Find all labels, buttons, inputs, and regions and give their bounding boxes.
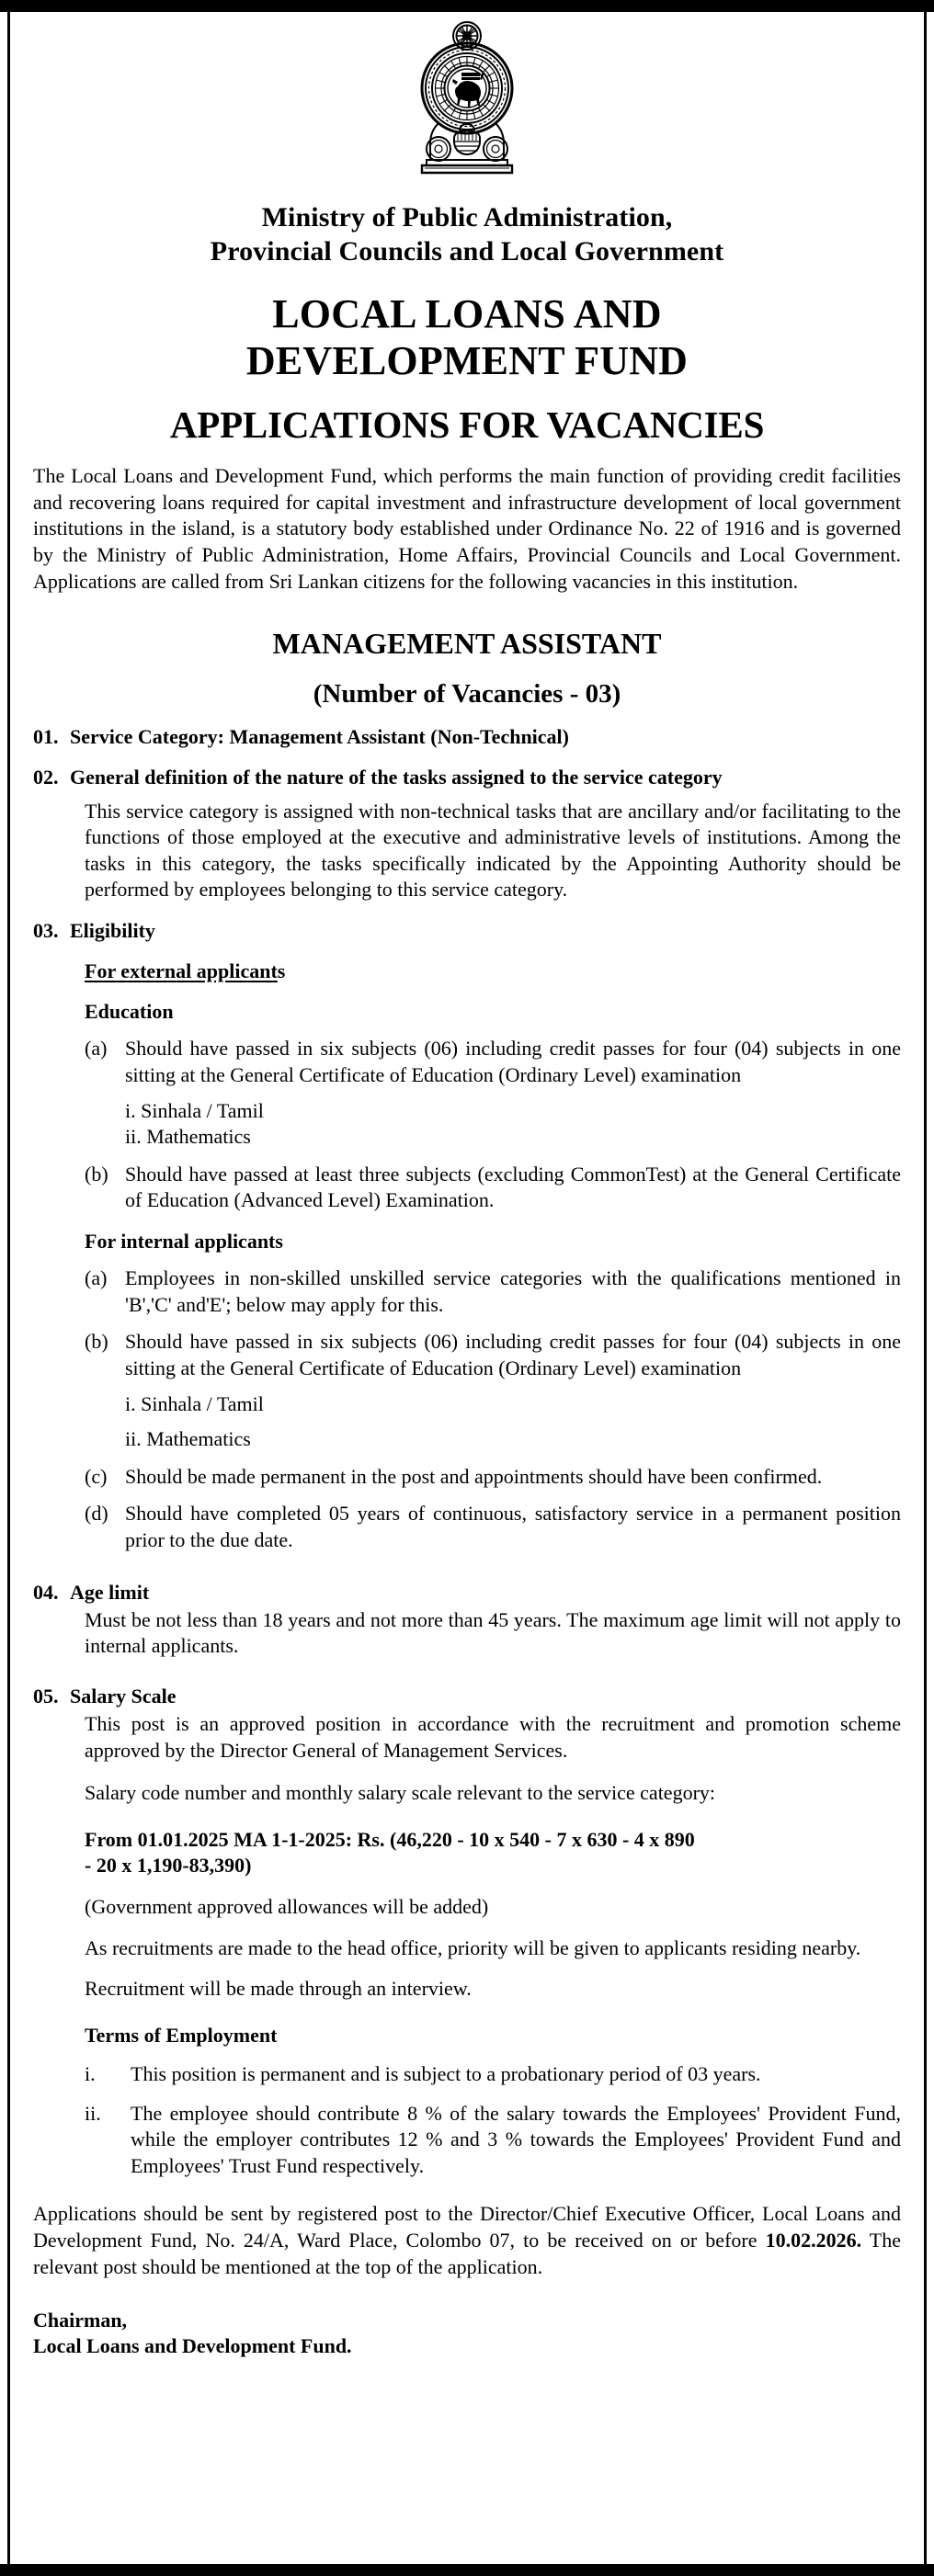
external-item-a	[85, 1036, 901, 1088]
internal-item-d	[85, 1501, 901, 1553]
salary-scale-value-line-2: - 20 x 1,190-83,390)	[85, 1854, 252, 1878]
application-deadline: 10.02.2026.	[765, 2228, 862, 2252]
signoff-block	[33, 2308, 901, 2359]
section-02-general-definition	[33, 765, 901, 790]
section-04-body: Must be not less than 18 years and not more than 45 years. The maximum age limit will not apply to internal applicants.	[85, 1607, 901, 1658]
terms-of-employment-heading: Terms of Employment	[85, 2023, 278, 2047]
page-border-top	[0, 0, 934, 12]
section-03-number: 03.	[33, 919, 59, 942]
external-item-a-text: Should have passed in six subjects (06) including credit passes for four (04) subjects in one sitting at the General Certificate of Education (Ordinary Level) examination	[125, 1037, 901, 1087]
internal-item-b-text: Should have passed in six subjects (06) including credit passes for four (04) subjects in one sitting at the General Certificate of Education (Ordinary Level) examination	[125, 1330, 901, 1379]
section-03-eligibility	[33, 918, 901, 944]
internal-item-a-text: Employees in non-skilled unskilled service categories with the qualifications mentioned in 'B','C' and'E'; below may apply for this.	[125, 1266, 901, 1316]
page-border-bottom	[0, 2564, 934, 2576]
closing-part-2: The relevant post should be mentioned at the top of the application.	[33, 2228, 901, 2278]
section-04-title: Age limit	[70, 1580, 150, 1604]
internal-item-b-sub-ii: ii. Mathematics	[125, 1427, 251, 1451]
signoff-title: Chairman,	[33, 2309, 128, 2332]
internal-item-d-text: Should have completed 05 years of continuous, satisfactory service in a permanent position prior to the due date.	[125, 1502, 901, 1551]
section-05-number: 05.	[33, 1684, 59, 1708]
section-04-number: 04.	[33, 1580, 59, 1604]
internal-item-a-label: (a)	[85, 1266, 108, 1290]
internal-item-b-label: (b)	[85, 1330, 108, 1354]
section-01-number: 01.	[33, 725, 59, 749]
salary-scale-value	[85, 1827, 901, 1879]
intro-paragraph: The Local Loans and Development Fund, which performs the main function of providing credit facilities and recovering loans required for capital investment and infrastructure development of local government institutions in the island, is a statutory body established under Ordinance No. 22 of 1916 and is governed by the Ministry of Public Administration, Home Affairs, Provincial Councils and Local Government. Applications are called from Sri Lankan citizens for the following vacancies in this institution.	[33, 464, 901, 593]
internal-item-b	[85, 1329, 901, 1381]
applications-title: APPLICATIONS FOR VACANCIES	[169, 403, 765, 447]
section-01-title: Service Category: Management Assistant (Non-Technical)	[70, 725, 569, 749]
section-05-title: Salary Scale	[70, 1684, 177, 1708]
allowances-note: (Government approved allowances will be added)	[85, 1895, 489, 1918]
post-vacancies-count: (Number of Vacancies - 03)	[313, 678, 621, 709]
sri-lanka-national-emblem-icon	[393, 20, 541, 184]
external-item-b-text: Should have passed at least three subjects (excluding CommonTest) at the General Certificate of Education (Advanced Level) Examination.	[125, 1162, 901, 1212]
internal-item-b-sub-i: i. Sinhala / Tamil	[125, 1391, 264, 1415]
signoff-organization: Local Loans and Development Fund.	[33, 2334, 352, 2358]
section-01-service-category	[33, 724, 901, 750]
section-05-body-1: This post is an approved position in accordance with the recruitment and promotion scheme approved by the Director General of Management Services.	[85, 1712, 901, 1762]
section-05-body-2: Salary code number and monthly salary scale relevant to the service category:	[85, 1781, 716, 1805]
terms-item-i	[85, 2061, 901, 2088]
internal-item-c-text: Should be made permanent in the post and appointments should have been confirmed.	[125, 1464, 823, 1488]
page-border-right	[924, 12, 927, 2564]
ministry-heading	[33, 201, 901, 268]
salary-scale-value-line-1: From 01.01.2025 MA 1-1-2025: Rs. (46,220 - 10 x 540 - 7 x 630 - 4 x 890	[85, 1827, 695, 1851]
terms-item-i-text: This position is permanent and is subject to a probationary period of 03 years.	[131, 2061, 761, 2085]
page-border-left	[7, 12, 10, 2564]
organization-title-line-1: LOCAL LOANS AND	[272, 291, 662, 337]
emblem-container	[33, 17, 901, 188]
closing-paragraph	[33, 2201, 901, 2280]
organization-title-line-2: DEVELOPMENT FUND	[245, 338, 689, 384]
page-content	[26, 17, 908, 2359]
section-02-title: General definition of the nature of the tasks assigned to the service category	[70, 766, 723, 789]
external-item-a-label: (a)	[85, 1037, 108, 1061]
internal-item-d-label: (d)	[85, 1502, 108, 1526]
internal-item-a	[85, 1265, 901, 1318]
external-applicants-heading	[85, 959, 901, 984]
external-applicants-heading-underlined-part: For external applicant	[85, 959, 278, 983]
external-item-a-sub-i: i. Sinhala / Tamil	[125, 1098, 264, 1122]
priority-note: As recruitments are made to the head office, priority will be given to applicants residing nearby.	[85, 1935, 861, 1959]
internal-item-c	[85, 1464, 901, 1491]
internal-item-c-label: (c)	[85, 1464, 108, 1488]
external-item-a-sub-ii: ii. Mathematics	[125, 1125, 251, 1149]
organization-title	[33, 290, 901, 384]
post-title: MANAGEMENT ASSISTANT	[272, 627, 662, 661]
section-02-body: This service category is assigned with non-technical tasks that are ancillary and/or facilitating to the functions of those employed at the executive and administrative levels of institutions. Among the tasks in this category, the tasks specifically indicated by the Appointing Authority should be performed by employees belonging to this service category.	[85, 799, 901, 902]
ministry-line-2: Provincial Councils and Local Government	[210, 235, 724, 267]
external-item-b	[85, 1162, 901, 1214]
closing-part-1: Applications should be sent by registered post to the Director/Chief Executive Officer, Local Loans and Development Fund, No. 24/A, Ward Place, Colombo 07, to be received on or before	[33, 2202, 901, 2252]
terms-item-i-label: i.	[85, 2061, 96, 2085]
section-05-salary-scale	[33, 1684, 901, 1709]
interview-note: Recruitment will be made through an interview.	[85, 1977, 472, 2001]
external-item-b-label: (b)	[85, 1162, 108, 1186]
internal-applicants-heading: For internal applicants	[85, 1230, 283, 1254]
external-applicants-heading-tail: s	[277, 959, 286, 983]
section-03-title: Eligibility	[70, 919, 155, 942]
education-heading: Education	[85, 1000, 174, 1024]
terms-item-ii-text: The employee should contribute 8 % of the salary towards the Employees' Provident Fund, while the employer contributes 12 % and 3 % towards the Employees' Provident Fund and Employees' Trust Fund respectively.	[131, 2101, 901, 2177]
ministry-line-1: Ministry of Public Administration,	[261, 202, 673, 233]
terms-item-ii-label: ii.	[85, 2101, 101, 2125]
section-02-number: 02.	[33, 766, 59, 789]
section-04-age-limit	[33, 1580, 901, 1606]
terms-item-ii	[85, 2101, 901, 2180]
